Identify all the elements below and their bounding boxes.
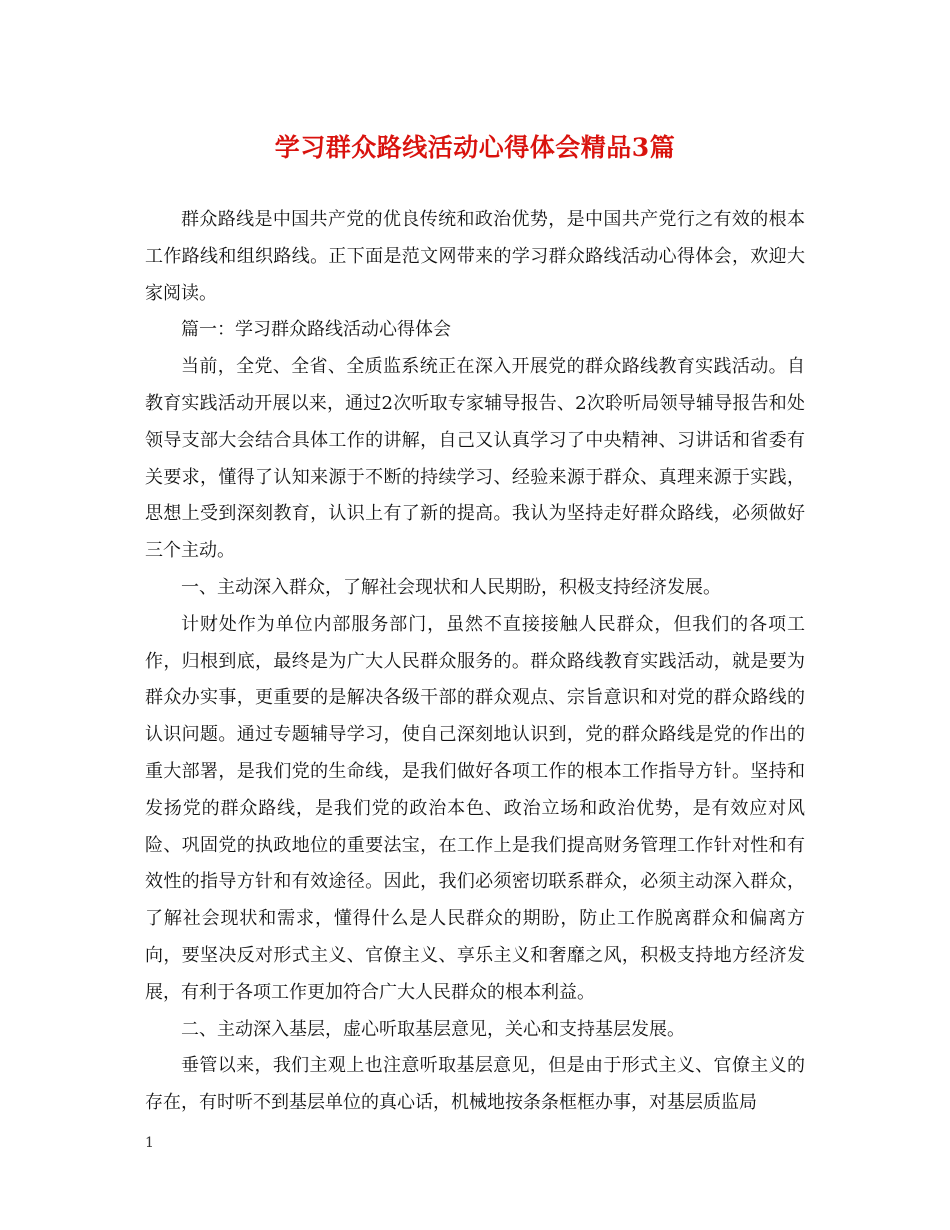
section-heading-point-two: 二、主动深入基层，虚心听取基层意见，关心和支持基层发展。 xyxy=(181,1018,685,1040)
section-heading-article-one: 篇一：学习群众路线活动心得体会 xyxy=(181,319,451,341)
document-title: 学习群众路线活动心得体会精品3篇 xyxy=(274,133,676,162)
paragraph-current-situation: 当前，全党、全省、全质监系统正在深入开展党的群众路线教育实践活动。自教育实践活动开展以来，通过2次听取专家辅导报告、2次聆听局领导辅导报告和处领导支部大会结合具体工作的讲解，自己又认真学习了中央精神、习讲话和省委有关要求，懂得了认知来源于不断的持续学习、经验来源于群众、真理来源于实践，思想上受到深刻教育，认识上有了新的提高。我认为坚持走好群众路线，必须做好三个主动。 xyxy=(145,356,805,562)
document-body xyxy=(145,202,805,1122)
paragraph-vertical-management: 垂管以来，我们主观上也注意听取基层意见，但是由于形式主义、官僚主义的存在，有时听不到基层单位的真心话，机械地按条条框框办事，对基层质监局 xyxy=(145,1055,805,1114)
page-number: 1 xyxy=(145,1135,154,1151)
section-heading-point-one: 一、主动深入群众，了解社会现状和人民期盼，积极支持经济发展。 xyxy=(181,576,721,598)
paragraph-finance-department: 计财处作为单位内部服务部门，虽然不直接接触人民群众，但我们的各项工作，归根到底，最终是为广大人民群众服务的。群众路线教育实践活动，就是要为群众办实事，更重要的是解决各级干部的群众观点、宗旨意识和对党的群众路线的认识问题。通过专题辅导学习，使自己深刻地认识到，党的群众路线是党的作出的重大部署，是我们党的生命线，是我们做好各项工作的根本工作指导方针。坚持和发扬党的群众路线，是我们党的政治本色、政治立场和政治优势，是有效应对风险、巩固党的执政地位的重要法宝，在工作上是我们提高财务管理工作针对性和有效性的指导方针和有效途径。因此，我们必须密切联系群众，必须主动深入群众，了解社会现状和需求，懂得什么是人民群众的期盼，防止工作脱离群众和偏离方向，要坚决反对形式主义、官僚主义、享乐主义和奢靡之风，积极支持地方经济发展，有利于各项工作更加符合广大人民群众的根本利益。 xyxy=(145,613,805,1003)
paragraph-intro: 群众路线是中国共产党的优良传统和政治优势，是中国共产党行之有效的根本工作路线和组织路线。正下面是范文网带来的学习群众路线活动心得体会，欢迎大家阅读。 xyxy=(145,209,805,304)
